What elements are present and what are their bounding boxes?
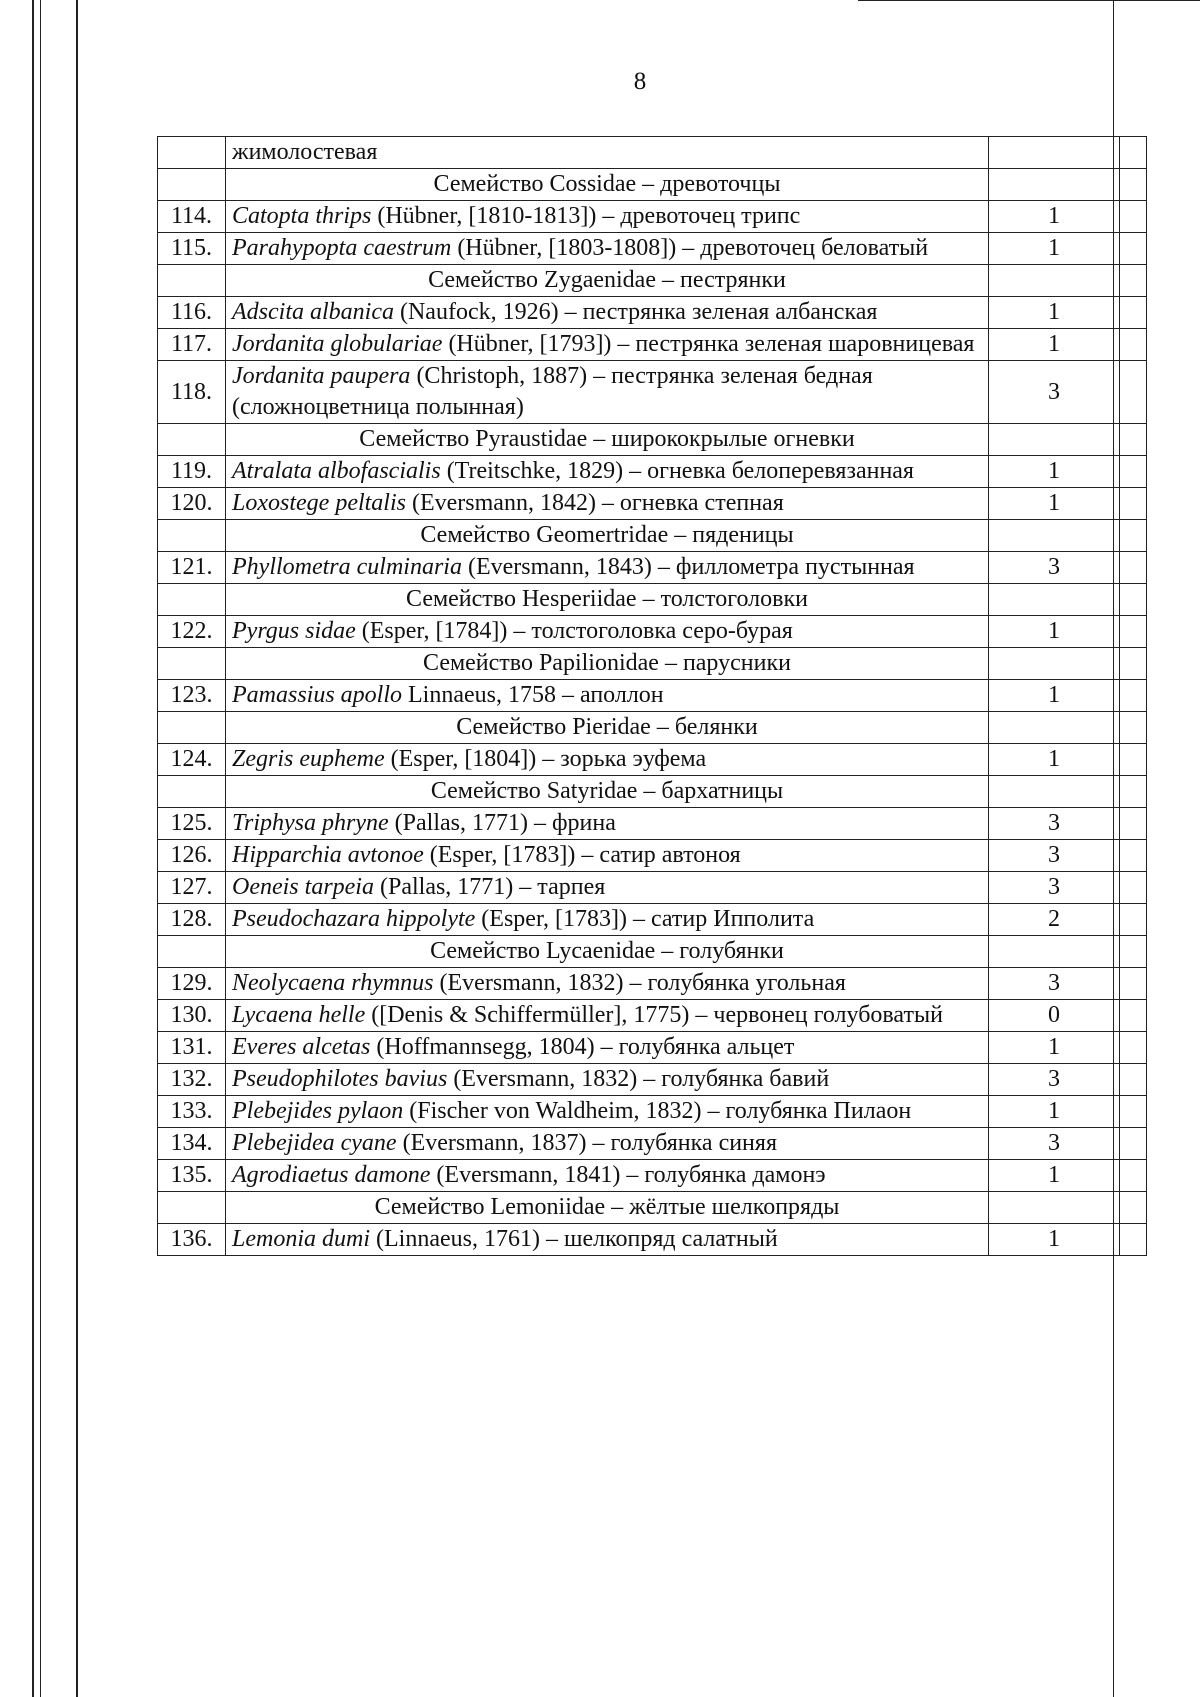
species-description: (Eversmann, 1843) – филлометра пустынная bbox=[461, 554, 915, 580]
family-row bbox=[158, 584, 1147, 616]
category-cell: 0 bbox=[989, 1000, 1120, 1032]
category-cell: 3 bbox=[989, 872, 1120, 904]
table-row bbox=[158, 1160, 1147, 1192]
margin-column-cell bbox=[1120, 424, 1147, 456]
species-description: (Linnaeus, 1761) – шелкопряд салатный bbox=[370, 1226, 778, 1252]
category-cell bbox=[989, 137, 1120, 169]
species-description: (Naufock, 1926) – пестрянка зеленая албанская bbox=[393, 299, 878, 325]
family-row bbox=[158, 776, 1147, 808]
row-number-cell: 122. bbox=[158, 616, 226, 648]
species-name-cell bbox=[226, 968, 989, 1000]
row-number-cell: 127. bbox=[158, 872, 226, 904]
margin-column-cell bbox=[1120, 233, 1147, 265]
row-number-cell: 124. bbox=[158, 744, 226, 776]
margin-column-cell bbox=[1120, 552, 1147, 584]
category-cell bbox=[989, 584, 1120, 616]
species-name-cell bbox=[226, 680, 989, 712]
table-row bbox=[158, 840, 1147, 872]
scan-margin-line bbox=[32, 0, 34, 1697]
margin-column-cell bbox=[1120, 904, 1147, 936]
margin-column-cell bbox=[1120, 265, 1147, 297]
margin-column-cell bbox=[1120, 329, 1147, 361]
row-number-cell bbox=[158, 137, 226, 169]
margin-column-cell bbox=[1120, 520, 1147, 552]
family-name-cell: Семейство Satyridae – бархатницы bbox=[226, 776, 989, 808]
category-cell: 1 bbox=[989, 201, 1120, 233]
scientific-name: Parahypopta caestrum bbox=[232, 235, 452, 261]
species-name-cell bbox=[226, 488, 989, 520]
species-name-cell bbox=[226, 1064, 989, 1096]
category-cell bbox=[989, 169, 1120, 201]
scientific-name: Plebejides pylaon bbox=[232, 1098, 404, 1124]
margin-column-cell bbox=[1120, 648, 1147, 680]
margin-column-cell bbox=[1120, 808, 1147, 840]
row-number-cell: 136. bbox=[158, 1224, 226, 1256]
table-row bbox=[158, 1064, 1147, 1096]
scientific-name: Hipparchia avtonoe bbox=[232, 842, 424, 868]
margin-column-cell bbox=[1120, 297, 1147, 329]
category-cell bbox=[989, 424, 1120, 456]
species-name-cell: жимолостевая bbox=[226, 137, 989, 169]
margin-column-cell bbox=[1120, 680, 1147, 712]
category-cell: 3 bbox=[989, 1064, 1120, 1096]
margin-column-cell bbox=[1120, 1128, 1147, 1160]
row-number-cell: 119. bbox=[158, 456, 226, 488]
family-row bbox=[158, 169, 1147, 201]
scientific-name: Zegris eupheme bbox=[232, 746, 385, 772]
table-row bbox=[158, 201, 1147, 233]
category-cell bbox=[989, 648, 1120, 680]
family-row bbox=[158, 936, 1147, 968]
margin-column-cell bbox=[1120, 488, 1147, 520]
row-number-cell: 116. bbox=[158, 297, 226, 329]
species-name-cell bbox=[226, 1224, 989, 1256]
scientific-name: Triphysa phryne bbox=[232, 810, 389, 836]
table-row bbox=[158, 1224, 1147, 1256]
species-name-cell bbox=[226, 456, 989, 488]
family-name-cell: Семейство Cossidae – древоточцы bbox=[226, 169, 989, 201]
category-cell bbox=[989, 936, 1120, 968]
species-description: (Eversmann, 1832) – голубянка бавий bbox=[447, 1066, 830, 1092]
row-number-cell: 132. bbox=[158, 1064, 226, 1096]
species-description: (Eversmann, 1837) – голубянка синяя bbox=[396, 1130, 777, 1156]
margin-column-cell bbox=[1120, 744, 1147, 776]
margin-column-cell bbox=[1120, 1160, 1147, 1192]
category-cell: 1 bbox=[989, 329, 1120, 361]
species-description: (Esper, [1784]) – толстоголовка серо-бурая bbox=[355, 618, 793, 644]
table-row bbox=[158, 1000, 1147, 1032]
species-description: (Hübner, [1810-1813]) – древоточец трипс bbox=[371, 203, 801, 229]
table-row bbox=[158, 1032, 1147, 1064]
species-description: (Treitschke, 1829) – огневка белоперевязанная bbox=[440, 458, 914, 484]
table-row bbox=[158, 1096, 1147, 1128]
row-number-cell bbox=[158, 648, 226, 680]
scientific-name: Agrodiaetus damone bbox=[232, 1162, 431, 1188]
species-name-cell bbox=[226, 744, 989, 776]
table-row bbox=[158, 872, 1147, 904]
category-cell bbox=[989, 265, 1120, 297]
scientific-name: Adscita albanica bbox=[232, 299, 394, 325]
row-number-cell bbox=[158, 169, 226, 201]
category-cell bbox=[989, 712, 1120, 744]
margin-column-cell bbox=[1120, 1064, 1147, 1096]
scientific-name: Everes alcetas bbox=[232, 1034, 371, 1060]
category-cell: 1 bbox=[989, 744, 1120, 776]
species-description: (Pallas, 1771) – фрина bbox=[388, 810, 616, 836]
species-name-cell bbox=[226, 840, 989, 872]
species-name-cell bbox=[226, 1000, 989, 1032]
category-cell: 1 bbox=[989, 456, 1120, 488]
scientific-name: Jordanita paupera bbox=[232, 363, 411, 389]
table-row bbox=[158, 904, 1147, 936]
species-description: (Hübner, [1793]) – пестрянка зеленая шаровницевая bbox=[442, 331, 975, 357]
table-row bbox=[158, 552, 1147, 584]
family-name-cell: Семейство Lycaenidae – голубянки bbox=[226, 936, 989, 968]
family-name-cell: Семейство Pieridae – белянки bbox=[226, 712, 989, 744]
margin-column-cell bbox=[1120, 1192, 1147, 1224]
margin-column-cell bbox=[1120, 712, 1147, 744]
category-cell: 3 bbox=[989, 1128, 1120, 1160]
row-number-cell bbox=[158, 1192, 226, 1224]
table-row bbox=[158, 680, 1147, 712]
scientific-name: Neolycaena rhymnus bbox=[232, 970, 434, 996]
table-row bbox=[158, 968, 1147, 1000]
table-row bbox=[158, 616, 1147, 648]
species-description: (Esper, [1783]) – сатир автоноя bbox=[423, 842, 741, 868]
species-description: (Fischer von Waldheim, 1832) – голубянка Пилаон bbox=[403, 1098, 912, 1124]
scientific-name: Catopta thrips bbox=[232, 203, 372, 229]
category-cell: 1 bbox=[989, 1096, 1120, 1128]
table-row bbox=[158, 233, 1147, 265]
category-cell: 1 bbox=[989, 1160, 1120, 1192]
species-description: (Eversmann, 1832) – голубянка угольная bbox=[433, 970, 846, 996]
margin-column-cell bbox=[1120, 840, 1147, 872]
row-number-cell bbox=[158, 520, 226, 552]
family-row bbox=[158, 648, 1147, 680]
category-cell: 1 bbox=[989, 1032, 1120, 1064]
species-name-cell bbox=[226, 552, 989, 584]
family-name-cell: Семейство Geomertridae – пяденицы bbox=[226, 520, 989, 552]
species-description: (Eversmann, 1842) – огневка степная bbox=[405, 490, 784, 516]
scan-margin-line bbox=[40, 0, 41, 1697]
scientific-name: Pamassius apollo bbox=[232, 682, 403, 708]
row-number-cell bbox=[158, 712, 226, 744]
row-number-cell: 115. bbox=[158, 233, 226, 265]
row-number-cell: 135. bbox=[158, 1160, 226, 1192]
species-description: (Hübner, [1803-1808]) – древоточец беловатый bbox=[451, 235, 929, 261]
row-number-cell: 133. bbox=[158, 1096, 226, 1128]
margin-column-cell bbox=[1120, 361, 1147, 424]
category-cell bbox=[989, 776, 1120, 808]
row-number-cell: 120. bbox=[158, 488, 226, 520]
category-cell: 3 bbox=[989, 968, 1120, 1000]
row-number-cell: 125. bbox=[158, 808, 226, 840]
row-number-cell: 118. bbox=[158, 361, 226, 424]
table-row bbox=[158, 137, 1147, 169]
scientific-name: Pseudochazara hippolyte bbox=[232, 906, 476, 932]
species-name-cell bbox=[226, 616, 989, 648]
species-name-cell bbox=[226, 872, 989, 904]
table-row bbox=[158, 488, 1147, 520]
margin-column-cell bbox=[1120, 936, 1147, 968]
species-name-cell bbox=[226, 1032, 989, 1064]
species-description: (Esper, [1804]) – зорька эуфема bbox=[384, 746, 707, 772]
scientific-name: Lycaena helle bbox=[232, 1002, 366, 1028]
scientific-name: Plebejidea cyane bbox=[232, 1130, 397, 1156]
margin-column-cell bbox=[1120, 1224, 1147, 1256]
row-number-cell: 128. bbox=[158, 904, 226, 936]
family-row bbox=[158, 424, 1147, 456]
margin-column-cell bbox=[1120, 1000, 1147, 1032]
scientific-name: Pyrgus sidae bbox=[232, 618, 356, 644]
margin-column-cell bbox=[1120, 1032, 1147, 1064]
species-name-cell bbox=[226, 808, 989, 840]
margin-column-cell bbox=[1120, 584, 1147, 616]
species-name-cell bbox=[226, 1128, 989, 1160]
category-cell: 3 bbox=[989, 808, 1120, 840]
margin-column-cell bbox=[1120, 616, 1147, 648]
margin-column-cell bbox=[1120, 968, 1147, 1000]
scientific-name: Phyllometra culminaria bbox=[232, 554, 462, 580]
row-number-cell bbox=[158, 265, 226, 297]
species-table-body bbox=[158, 137, 1147, 1256]
species-name-cell bbox=[226, 233, 989, 265]
category-cell: 1 bbox=[989, 1224, 1120, 1256]
category-cell: 3 bbox=[989, 840, 1120, 872]
species-description: (Pallas, 1771) – тарпея bbox=[373, 874, 606, 900]
row-number-cell bbox=[158, 584, 226, 616]
margin-column-cell bbox=[1120, 169, 1147, 201]
table-row bbox=[158, 808, 1147, 840]
scientific-name: Lemonia dumi bbox=[232, 1226, 370, 1252]
table-row bbox=[158, 456, 1147, 488]
species-name-cell bbox=[226, 904, 989, 936]
row-number-cell bbox=[158, 936, 226, 968]
row-number-cell: 131. bbox=[158, 1032, 226, 1064]
species-description: Linnaeus, 1758 – аполлон bbox=[402, 682, 664, 708]
species-name-cell bbox=[226, 1160, 989, 1192]
scientific-name: Pseudophilotes bavius bbox=[232, 1066, 448, 1092]
scientific-name: Jordanita globulariae bbox=[232, 331, 443, 357]
species-name-cell bbox=[226, 329, 989, 361]
margin-column-cell bbox=[1120, 456, 1147, 488]
row-number-cell: 130. bbox=[158, 1000, 226, 1032]
species-description: (Eversmann, 1841) – голубянка дамонэ bbox=[430, 1162, 826, 1188]
table-row bbox=[158, 1128, 1147, 1160]
family-name-cell: Семейство Papilionidae – парусники bbox=[226, 648, 989, 680]
scientific-name: Loxostege peltalis bbox=[232, 490, 406, 516]
species-name-cell bbox=[226, 361, 989, 424]
row-number-cell bbox=[158, 776, 226, 808]
family-row bbox=[158, 712, 1147, 744]
category-cell: 2 bbox=[989, 904, 1120, 936]
family-row bbox=[158, 520, 1147, 552]
row-number-cell bbox=[158, 424, 226, 456]
species-name-cell bbox=[226, 1096, 989, 1128]
page-number: 8 bbox=[633, 68, 647, 95]
margin-column-cell bbox=[1120, 137, 1147, 169]
species-description: ([Denis & Schiffermüller], 1775) – червонец голубоватый bbox=[365, 1002, 943, 1028]
category-cell: 1 bbox=[989, 616, 1120, 648]
family-name-cell: Семейство Pyraustidae – ширококрылые огневки bbox=[226, 424, 989, 456]
margin-column-cell bbox=[1120, 872, 1147, 904]
species-description: (Hoffmannsegg, 1804) – голубянка альцет bbox=[370, 1034, 795, 1060]
family-row bbox=[158, 265, 1147, 297]
family-name-cell: Семейство Lemoniidae – жёлтые шелкопряды bbox=[226, 1192, 989, 1224]
category-cell: 1 bbox=[989, 680, 1120, 712]
table-row bbox=[158, 361, 1147, 424]
margin-column-cell bbox=[1120, 201, 1147, 233]
species-description: (Christoph, 1887) – пестрянка зеленая бедная (сложноцветница полынная) bbox=[232, 363, 873, 420]
family-name-cell: Семейство Hesperiidae – толстоголовки bbox=[226, 584, 989, 616]
margin-column-cell bbox=[1120, 1096, 1147, 1128]
category-cell: 1 bbox=[989, 297, 1120, 329]
category-cell bbox=[989, 1192, 1120, 1224]
species-description: (Esper, [1783]) – сатир Ипполита bbox=[475, 906, 815, 932]
scan-margin-line bbox=[858, 0, 1200, 1]
margin-column-cell bbox=[1120, 776, 1147, 808]
family-name-cell: Семейство Zygaenidae – пестрянки bbox=[226, 265, 989, 297]
table-row bbox=[158, 744, 1147, 776]
species-name-cell bbox=[226, 201, 989, 233]
row-number-cell: 121. bbox=[158, 552, 226, 584]
table-row bbox=[158, 297, 1147, 329]
category-cell: 1 bbox=[989, 488, 1120, 520]
category-cell: 3 bbox=[989, 552, 1120, 584]
category-cell: 3 bbox=[989, 361, 1120, 424]
category-cell bbox=[989, 520, 1120, 552]
species-name-cell bbox=[226, 297, 989, 329]
category-cell: 1 bbox=[989, 233, 1120, 265]
family-row bbox=[158, 1192, 1147, 1224]
species-table bbox=[157, 136, 1147, 1256]
row-number-cell: 114. bbox=[158, 201, 226, 233]
table-row bbox=[158, 329, 1147, 361]
row-number-cell: 134. bbox=[158, 1128, 226, 1160]
row-number-cell: 117. bbox=[158, 329, 226, 361]
scientific-name: Atralata albofascialis bbox=[232, 458, 441, 484]
scan-margin-line bbox=[76, 0, 78, 1697]
row-number-cell: 126. bbox=[158, 840, 226, 872]
scientific-name: Oeneis tarpeia bbox=[232, 874, 374, 900]
row-number-cell: 123. bbox=[158, 680, 226, 712]
row-number-cell: 129. bbox=[158, 968, 226, 1000]
